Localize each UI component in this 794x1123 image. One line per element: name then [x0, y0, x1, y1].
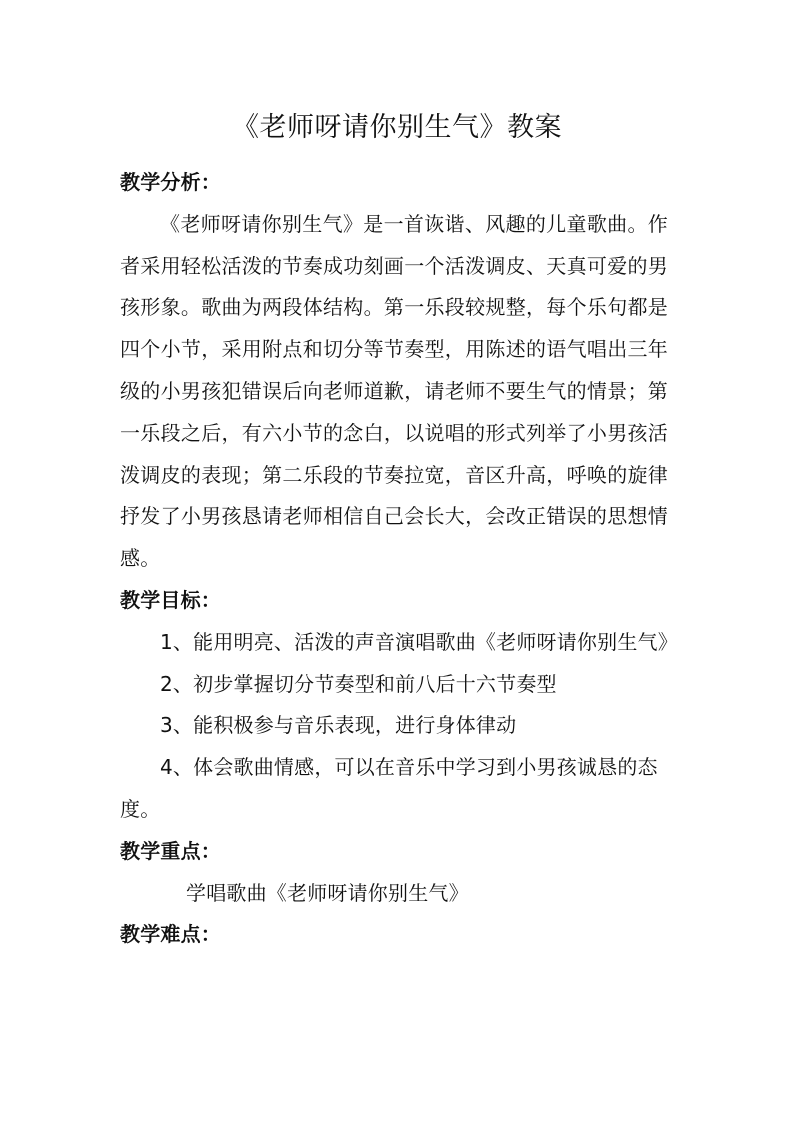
- section-heading-analysis: 教学分析：: [120, 170, 221, 194]
- objective-item-2: 2、初步掌握切分节奏型和前八后十六节奏型: [160, 671, 557, 696]
- section-heading-objectives: 教学目标：: [120, 587, 221, 612]
- objective-item-3: 3、能积极参与音乐表现，进行身体律动: [160, 713, 517, 738]
- analysis-paragraph: 《老师呀请你别生气》是一首诙谐、风趣的儿童歌曲。作者采用轻松活泼的节奏成功刻画一个活泼调皮、天真可爱的男孩形象。歌曲为两段体结构。第一乐段较规整，每个乐句都是四个小节，采用附点和切分等节奏型，用陈述的语气唱出三年级的小男孩犯错误后向老师道歉，请老师不要生气的情景；第一乐段之后，有六小节的念白，以说唱的形式列举了小男孩活泼调皮的表现；第二乐段的节奏拉宽，音区升高，呼唤的旋律抒发了小男孩恳请老师相信自己会长大，会改正错误的思想情感。: [120, 211, 668, 571]
- key-point-text: 学唱歌曲《老师呀请你别生气》: [186, 880, 469, 905]
- section-heading-difficulties: 教学难点：: [120, 922, 221, 947]
- objective-item-1: 1、能用明亮、活泼的声音演唱歌曲《老师呀请你别生气》: [160, 629, 678, 654]
- section-heading-key-points: 教学重点：: [120, 838, 221, 863]
- objective-item-4: 4、体会歌曲情感，可以在音乐中学习到小男孩诚恳的态度。: [120, 755, 658, 821]
- document-title: 《老师呀请你别生气》教案: [232, 112, 562, 143]
- document-body: [120, 162, 678, 956]
